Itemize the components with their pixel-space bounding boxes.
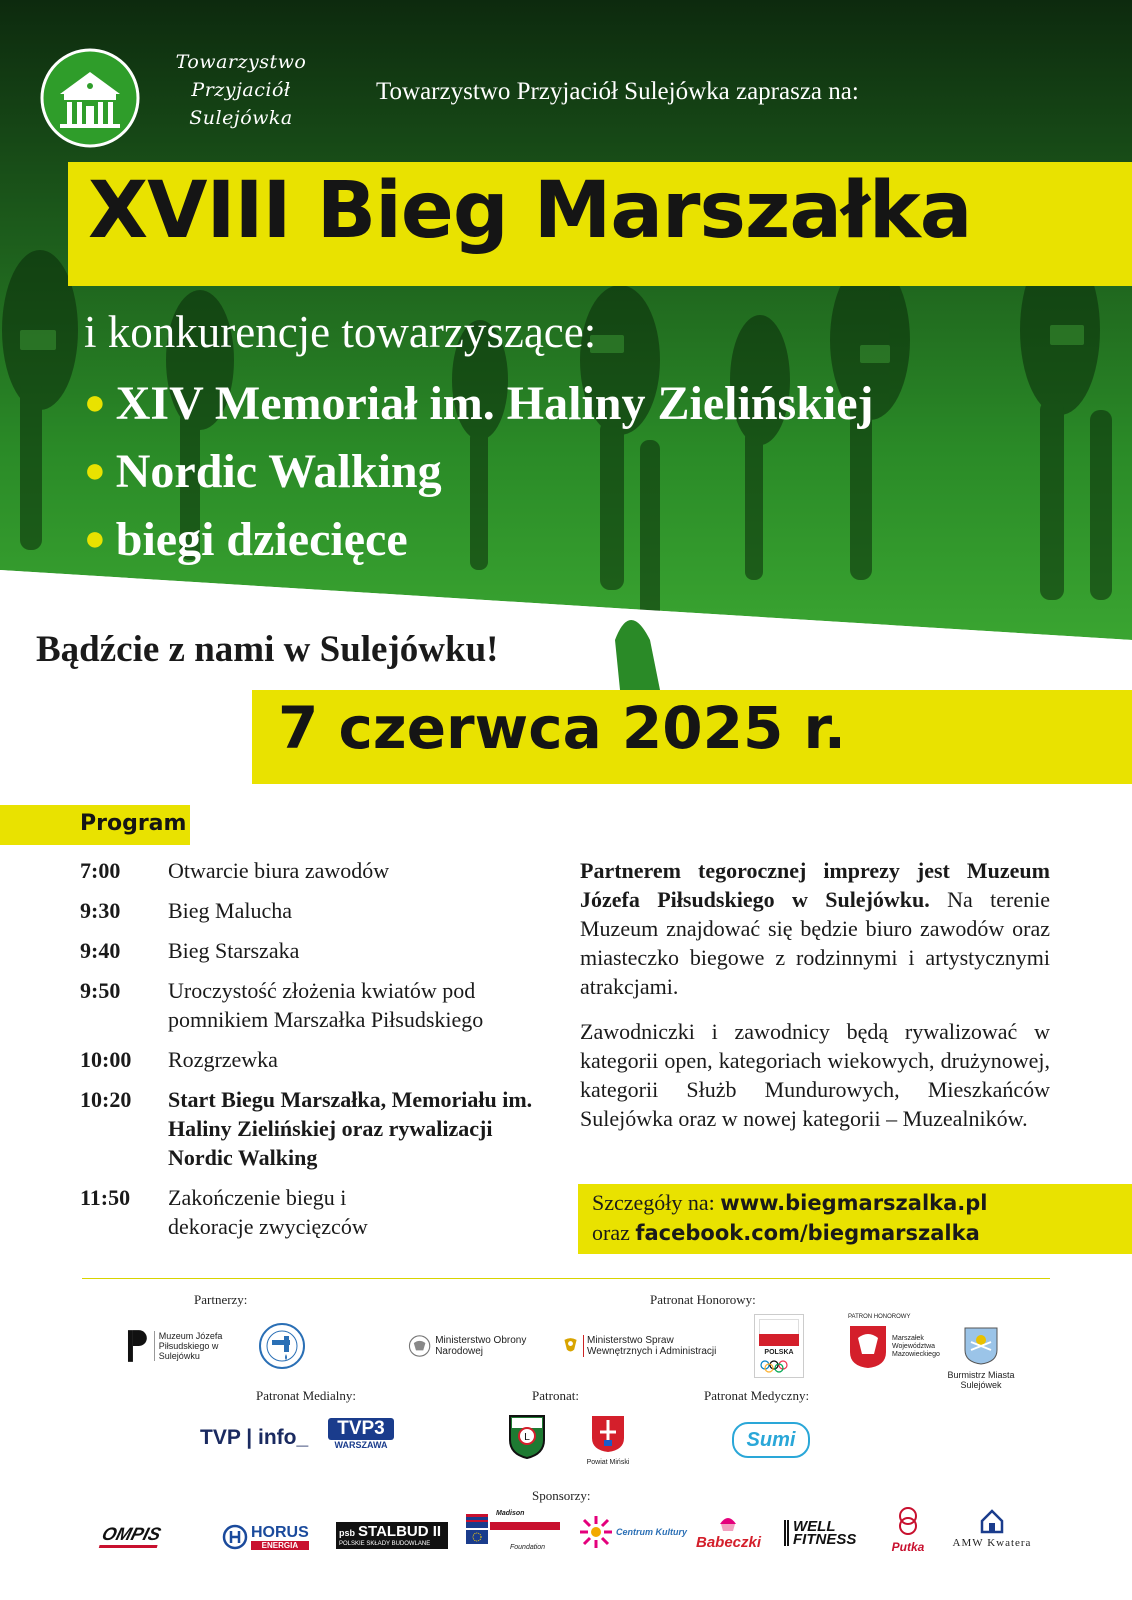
website-link[interactable]: www.biegmarszalka.pl [720,1191,988,1215]
svg-text:L: L [524,1432,530,1443]
eagle-emblem-icon [408,1330,431,1362]
house-icon [979,1508,1005,1534]
legia-logo [508,1414,546,1464]
patron-label: Patronat: [532,1388,579,1403]
burmistrz-logo: Burmistrz Miasta Sulejówek [936,1326,1026,1390]
schedule-row: 11:50 Zakończenie biegu i dekoracje zwycięzców [80,1185,368,1239]
mswia-logo: Ministerstwo Spraw Wewnętrznych i Administracji [562,1326,720,1366]
water-utility-logo [258,1322,306,1374]
water-tap-icon [258,1322,306,1370]
putka-logo: Putka [888,1506,928,1554]
bullet-icon: ● [84,382,106,422]
polish-olympic-logo: POLSKA [754,1314,804,1378]
tagline: Bądźcie z nami w Sulejówku! [36,629,499,670]
well-fitness-logo: WELL FITNESS [784,1520,883,1546]
ompis-logo: OMPIS [99,1524,163,1548]
logo-line-1: Towarzystwo [175,51,307,73]
competitions-list [84,368,874,572]
flag-white [759,1319,799,1335]
organizer-logo-text [150,48,332,132]
program-heading: Program [80,811,187,836]
tvp3-logo: TVP3 WARSZAWA [328,1418,394,1450]
madison-flags-icon [466,1514,560,1544]
horus-h-icon [222,1524,248,1550]
sun-figures-icon [578,1514,614,1550]
facebook-link[interactable]: facebook.com/biegmarszalka [635,1221,980,1245]
media-label: Patronat Medialny: [256,1388,357,1403]
mazovia-shield-icon [848,1324,888,1370]
centrum-kultury-logo: Centrum Kultury [578,1514,687,1550]
flag-red [759,1334,799,1346]
partners-label: Partnerzy: [194,1292,248,1307]
sulejowek-crest-icon [963,1326,999,1366]
amw-logo: AMW Kwatera [944,1508,1040,1548]
competition-item: ● XIV Memoriał im. Haliny Zielińskiej [84,377,874,430]
museum-logo: Muzeum Józefa Piłsudskiego w Sulejówku [126,1328,244,1364]
competition-item: ● biegi dziecięce [84,513,408,566]
cupcake-icon [717,1514,739,1532]
divider [82,1278,1050,1279]
museum-p-icon [126,1328,148,1364]
eagle-crest-icon [562,1330,579,1362]
manor-house-icon [40,48,140,148]
powiat-logo: Powiat Miński [578,1414,638,1468]
categories-text: Zawodniczki i zawodnicy będą rywalizować w kategorii open, kategoriach wiekowych, drużynowej, kategorii Służb Mundurowych, Mieszkańców Sulejówka oraz w nowej kategorii – Muzealników. [580,1019,1050,1131]
sponsors-label: Sponsorzy: [532,1488,591,1503]
horus-logo: HORUS ENERGIA [222,1524,309,1550]
schedule-row: 7:00 Otwarcie biura zawodów [80,858,390,883]
organizer-logo [40,48,140,148]
babeczki-logo: Babeczki [696,1514,760,1550]
olympic-rings-icon [755,1359,801,1373]
bullet-icon: ● [84,518,106,558]
logo-line-2: Przyjaciół [191,79,291,101]
partner-info [580,856,1050,1149]
competition-item: ● Nordic Walking [84,445,442,498]
event-title: XVIII Bieg Marszałka [88,166,972,256]
mon-logo: Ministerstwo Obrony Narodowej [408,1326,538,1366]
stalbud-logo: psb STALBUD II POLSKIE SKŁADY BUDOWLANE [336,1522,448,1549]
sumi-logo: Sumi [732,1422,810,1458]
legia-shield-icon [508,1414,546,1460]
bullet-icon: ● [84,450,106,490]
schedule-row: 9:40 Bieg Starszaka [80,938,300,963]
details: Szczegóły na: www.biegmarszalka.pl oraz facebook.com/biegmarszalka [592,1190,988,1245]
event-date: 7 czerwca 2025 r. [278,694,846,762]
marszalek-logo: PATRON HONOROWY Marszałek Województwa Mazowieckiego [848,1312,958,1376]
invitation-text: Towarzystwo Przyjaciół Sulejówka zaprasza na: [376,78,859,105]
madison-logo: Madison Foundation [466,1514,560,1554]
schedule-row: 10:20 Start Biegu Marszałka, Memoriału im. Haliny Zielińskiej oraz rywalizacji Nordic Walking [80,1087,533,1170]
medical-label: Patronat Medyczny: [704,1388,810,1403]
powiat-crest-icon [590,1414,626,1454]
event-subtitle: i konkurencje towarzyszące: [84,307,597,357]
schedule-row: 10:00 Rozgrzewka [80,1047,278,1072]
partner-text: Partnerem tegorocznej imprezy jest Muzeum Józefa Piłsudskiego w Sulejówku. Na terenie Muzeum znajdować się będzie biuro zawodów oraz miasteczko biegowe z rodzinnymi i artystycznymi atrakcjami. [580,858,1051,999]
schedule [80,856,560,1252]
honorary-label: Patronat Honorowy: [650,1292,756,1307]
schedule-row: 9:50 Uroczystość złożenia kwiatów pod pomnikiem Marszałka Piłsudskiego [80,978,484,1032]
chef-icon [893,1506,923,1536]
logo-line-3: Sulejówka [189,107,293,129]
tvp-info-logo: TVP | info_ [200,1426,309,1449]
schedule-row: 9:30 Bieg Malucha [80,898,293,923]
